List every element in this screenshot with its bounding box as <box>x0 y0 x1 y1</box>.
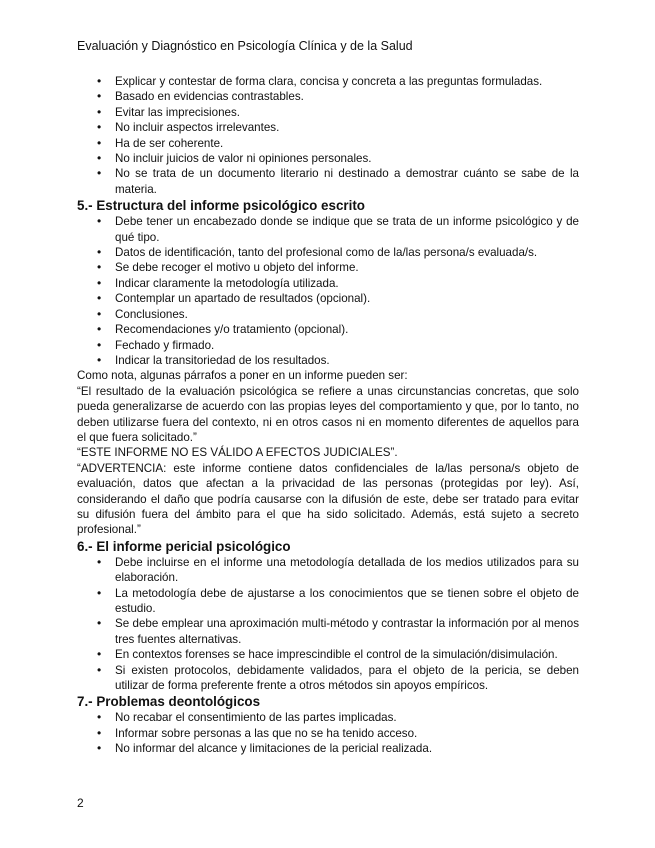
list-item: • Fechado y firmado. <box>77 338 579 353</box>
page-content <box>77 74 579 757</box>
page-number: 2 <box>77 796 84 810</box>
section5-list <box>77 214 579 368</box>
list-item: • Si existen protocolos, debidamente validados, para el objeto de la pericia, se deben utilizar de forma preferente frente a otros métodos sin apoyos empíricos. <box>77 663 579 694</box>
list-item: • Se debe emplear una aproximación multi-método y contrastar la información por al menos tres fuentes alternativas. <box>77 616 579 647</box>
list-item: • No recabar el consentimiento de las partes implicadas. <box>77 710 579 725</box>
section6-list <box>77 555 579 694</box>
list-item: • Informar sobre personas a las que no se ha tenido acceso. <box>77 726 579 741</box>
list-item: • Explicar y contestar de forma clara, concisa y concreta a las preguntas formuladas. <box>77 74 579 89</box>
list-item: • Datos de identificación, tanto del profesional como de la/las persona/s evaluada/s. <box>77 245 579 260</box>
running-header: Evaluación y Diagnóstico en Psicología Clínica y de la Salud <box>77 39 413 53</box>
list-item: • Recomendaciones y/o tratamiento (opcional). <box>77 322 579 337</box>
list-item: • Conclusiones. <box>77 307 579 322</box>
list-item: • Se debe recoger el motivo u objeto del informe. <box>77 260 579 275</box>
list-item: • Ha de ser coherente. <box>77 136 579 151</box>
section-heading-7: 7.- Problemas deontológicos <box>77 694 261 710</box>
note-intro: Como nota, algunas párrafos a poner en un informe pueden ser: <box>77 369 408 383</box>
list-item: • Indicar la transitoriedad de los resultados. <box>77 353 579 368</box>
list-item: • Debe tener un encabezado donde se indique que se trata de un informe psicológico y de qué tipo. <box>77 214 579 245</box>
list-item: • No incluir juicios de valor ni opiniones personales. <box>77 151 579 166</box>
section7-list <box>77 710 579 756</box>
list-item: • No informar del alcance y limitaciones de la pericial realizada. <box>77 741 579 756</box>
quote-paragraph: “ADVERTENCIA: este informe contiene datos confidenciales de la/las persona/s objeto de evaluación, datos que afectan a la privacidad de las personas (protegidas por ley). Así, considerando el daño que podría causarse con la difusión de este, debe ser tratado para evitar su difusión fuera del ámbito para el que ha sido solicitado. Además, está sujeto a secreto profesional.” <box>77 461 579 537</box>
list-item: • Contemplar un apartado de resultados (opcional). <box>77 291 579 306</box>
list-item: • No incluir aspectos irrelevantes. <box>77 120 579 135</box>
list-item: • Debe incluirse en el informe una metodología detallada de los medios utilizados para su elaboración. <box>77 555 579 586</box>
list-item: • Evitar las imprecisiones. <box>77 105 579 120</box>
list-item: • No se trata de un documento literario ni destinado a demostrar cuánto se sabe de la materia. <box>77 166 579 197</box>
list-item: • En contextos forenses se hace imprescindible el control de la simulación/disimulación. <box>77 647 579 662</box>
list-item: • Indicar claramente la metodología utilizada. <box>77 276 579 291</box>
list-item: • Basado en evidencias contrastables. <box>77 89 579 104</box>
quote-paragraph: “ESTE INFORME NO ES VÁLIDO A EFECTOS JUDICIALES”. <box>77 446 398 460</box>
section-heading-5: 5.- Estructura del informe psicológico escrito <box>77 198 365 214</box>
list-item: • La metodología debe de ajustarse a los conocimientos que se tienen sobre el objeto de estudio. <box>77 586 579 617</box>
list-top <box>77 74 579 197</box>
quote-paragraph: “El resultado de la evaluación psicológica se refiere a unas circunstancias concretas, que solo pueda generalizarse de acuerdo con las propias leyes del comportamiento y que, por lo tanto, no deben utilizarse fuera del contexto, ni en otros casos ni en momento diferentes de aquellos para el que fuera solicitado.” <box>77 384 579 444</box>
section-heading-6: 6.- El informe pericial psicológico <box>77 538 291 554</box>
